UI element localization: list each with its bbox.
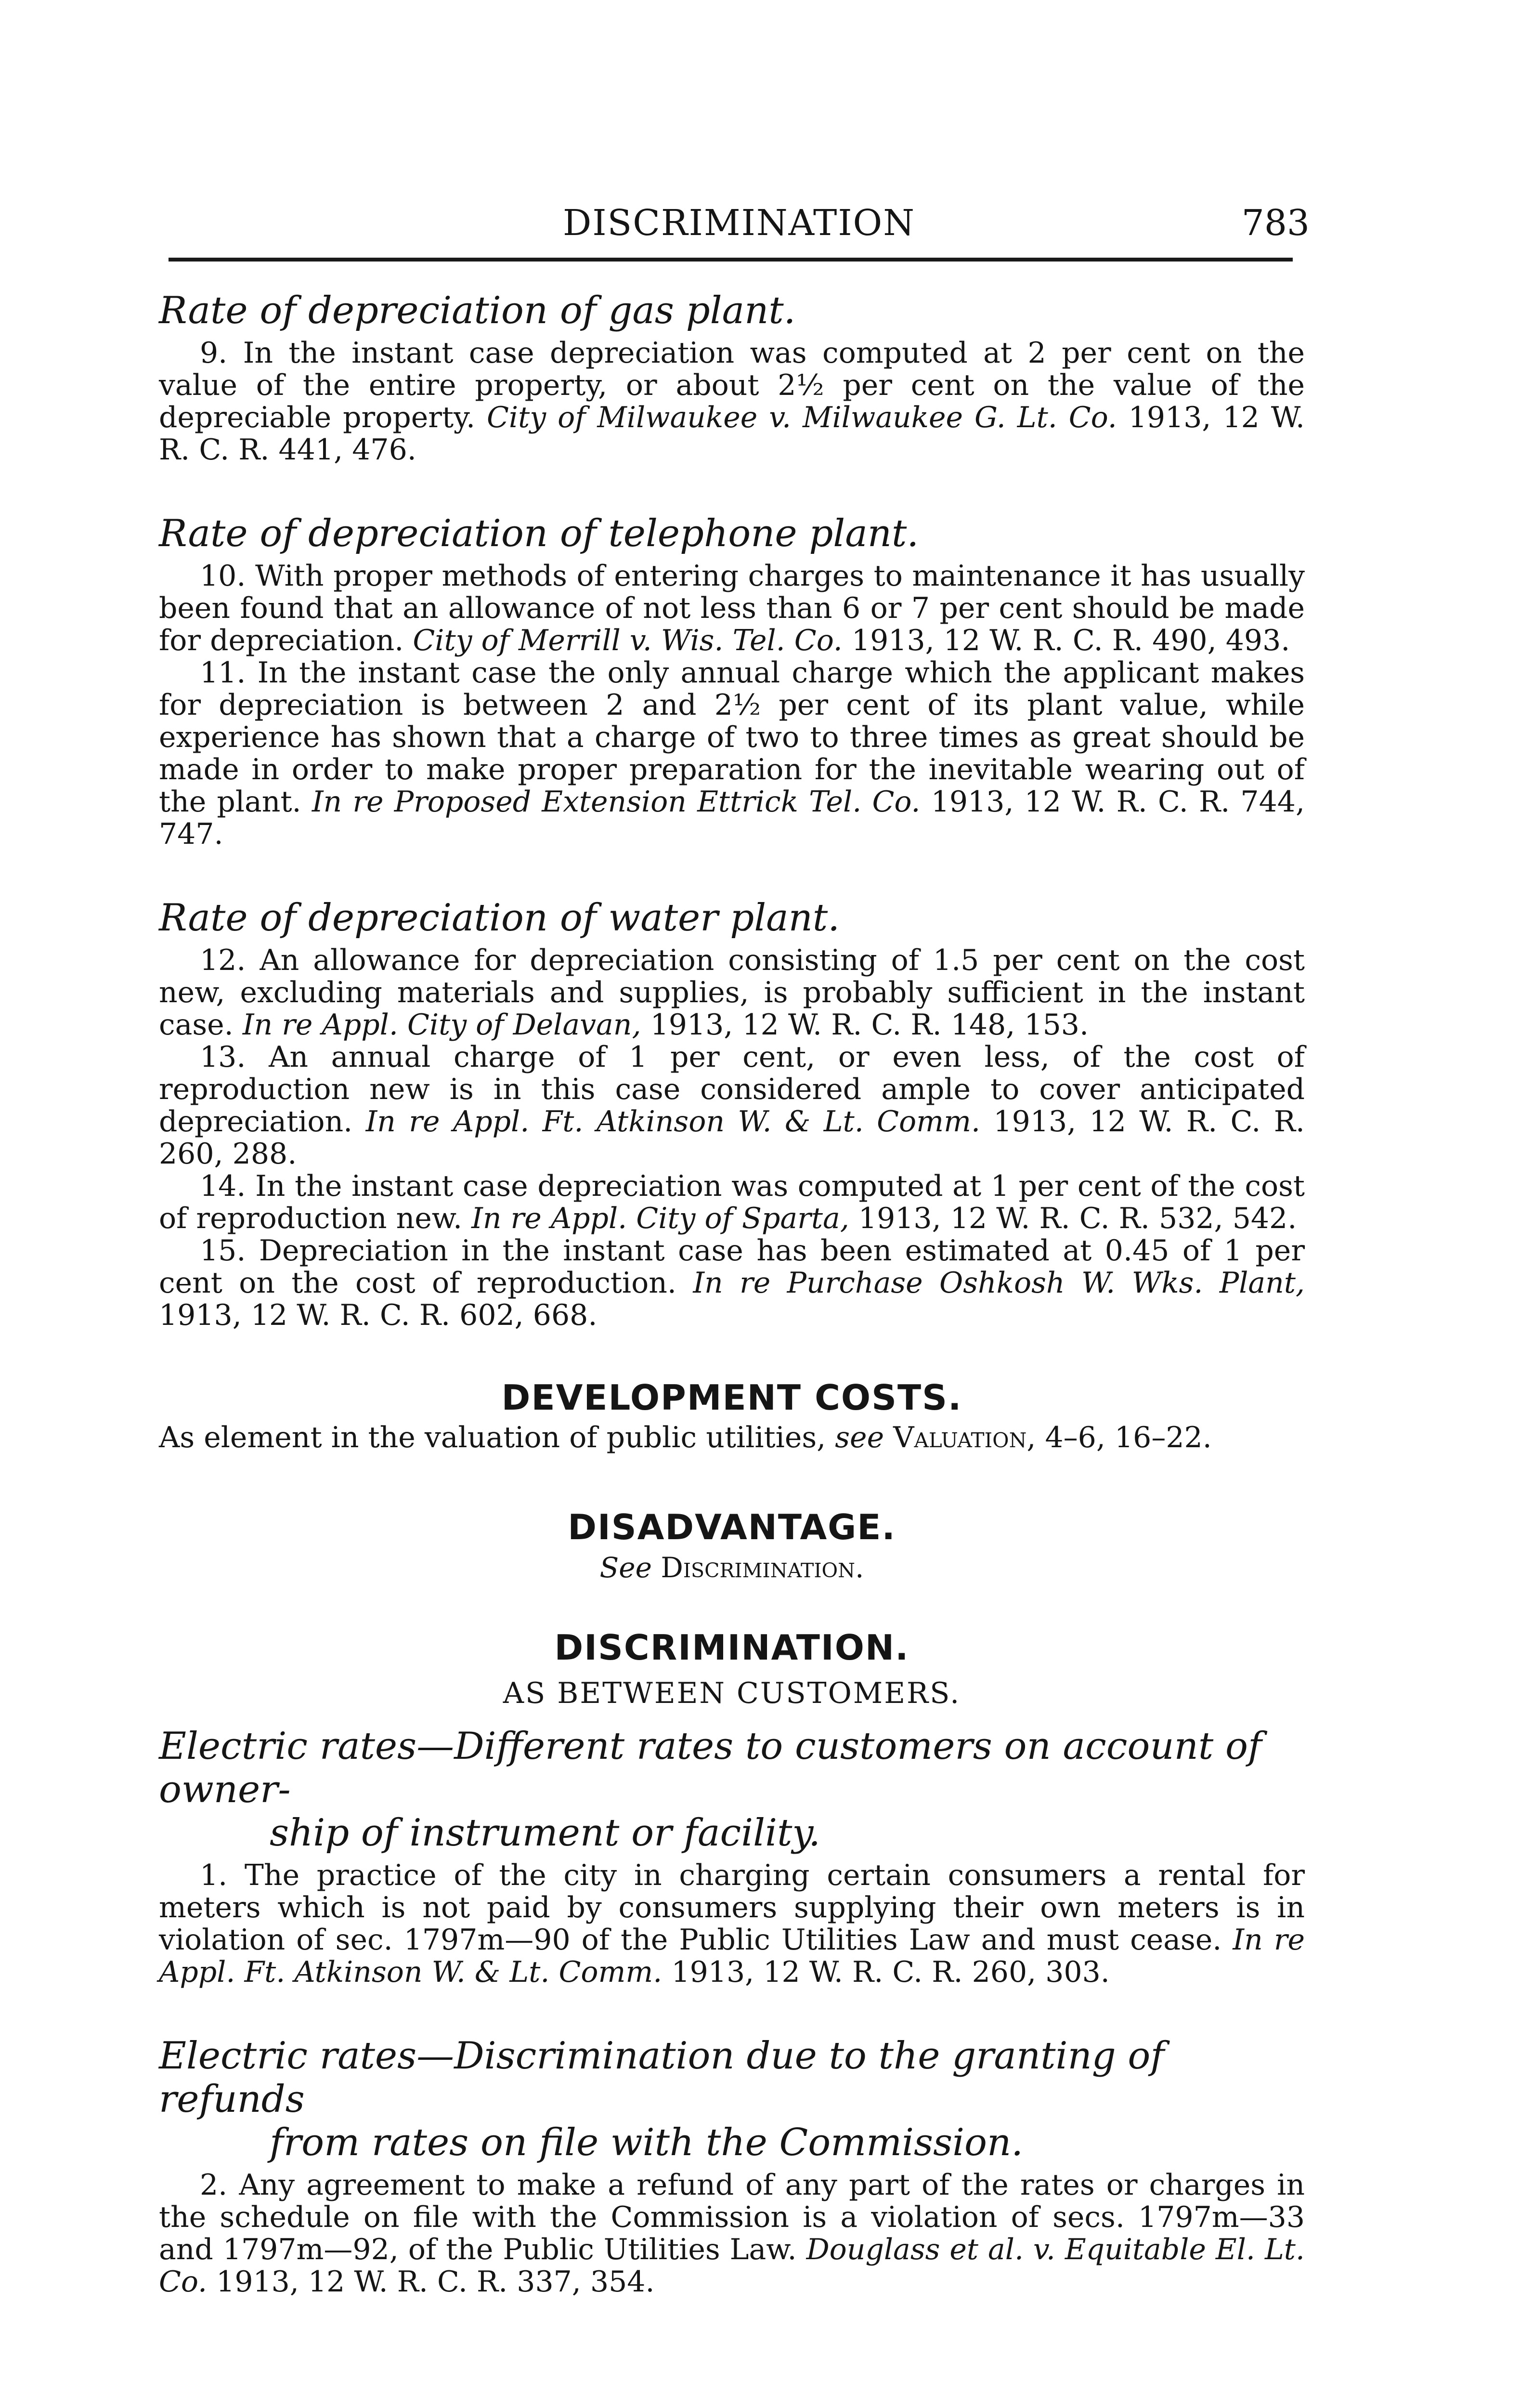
crossref-development-refs: 4–6, 16–22.	[1045, 1421, 1212, 1454]
paragraph-9	[159, 337, 1305, 466]
page-body	[159, 289, 1305, 2298]
heading-electric-refunds-line2: from rates on file with the Commission.	[270, 2121, 1024, 2164]
heading-electric-refunds	[159, 2034, 1305, 2164]
title-development-costs: DEVELOPMENT COSTS.	[501, 1377, 962, 1418]
paragraph-2-text: 2. Any agreement to make a refund of any part of the rates or charges in the schedule on file with the Commission is a violation of secs. 1797m—33 and 1797m—92, of the Public Utilities Law.	[159, 2168, 1305, 2266]
heading-gas-plant: Rate of depreciation of gas plant.	[159, 289, 796, 332]
title-discrimination: DISCRIMINATION.	[554, 1627, 909, 1668]
paragraph-14-reference: 1913, 12 W. R. C. R. 532, 542.	[858, 1202, 1297, 1235]
crossref-development-see: see	[835, 1421, 884, 1454]
paragraph-2-citation: Douglass et al. v. Equitable El. Lt. Co.	[159, 2233, 1305, 2299]
paragraph-14-citation: In re Appl. City of Sparta,	[471, 1202, 849, 1235]
paragraph-2	[159, 2169, 1305, 2298]
paragraph-13	[159, 1041, 1305, 1170]
heading-telephone-plant: Rate of depreciation of telephone plant.	[159, 512, 919, 555]
paragraph-13-reference: 1913, 12 W. R. C. R. 260, 288.	[159, 1105, 1305, 1171]
running-head	[169, 197, 1310, 260]
title-disadvantage: DISADVANTAGE.	[568, 1507, 896, 1547]
crossref-development-costs	[159, 1422, 1305, 1454]
paragraph-1-text: 1. The practice of the city in charging certain consumers a rental for meters which is not paid by consumers supplying their own meters is in violation of sec. 1797m—90 of the Public Utilities Law and must cease.	[159, 1858, 1305, 1957]
paragraph-11	[159, 657, 1305, 851]
paragraph-1-reference: 1913, 12 W. R. C. R. 260, 303.	[671, 1955, 1110, 1989]
heading-electric-ownership	[159, 1725, 1305, 1855]
crossref-development-target[interactable]: Valuation,	[893, 1421, 1036, 1454]
crossref-development-text: As element in the valuation of public utilities,	[159, 1421, 826, 1454]
crossref-disadvantage-target[interactable]: Discrimination.	[661, 1551, 864, 1584]
page-number: 783	[1241, 202, 1310, 244]
paragraph-12	[159, 944, 1305, 1041]
paragraph-14-text: 14. In the instant case depreciation was computed at 1 per cent of the cost of reproduction new.	[159, 1169, 1305, 1235]
paragraph-1	[159, 1859, 1305, 1989]
heading-water-plant: Rate of depreciation of water plant.	[159, 896, 840, 940]
paragraph-13-citation: In re Appl. Ft. Atkinson W. & Lt. Comm.	[365, 1105, 981, 1139]
heading-electric-refunds-line1: Electric rates—Discrimination due to the granting of refunds	[159, 2034, 1165, 2121]
crossref-disadvantage-see: See	[599, 1551, 652, 1584]
paragraph-10-citation: City of Merrill v. Wis. Tel. Co.	[413, 624, 843, 657]
paragraph-11-text: 11. In the instant case the only annual charge which the applicant makes for depreciation is between 2 and 2½ per cent of its plant value, while experience has shown that a charge of two to three times as great should be made in order to make proper preparation for the inevitable wearing out of the plant.	[159, 656, 1305, 819]
paragraph-15	[159, 1235, 1305, 1332]
paragraph-9-reference: 1913, 12 W. R. C. R. 441, 476.	[159, 401, 1305, 467]
paragraph-2-reference: 1913, 12 W. R. C. R. 337, 354.	[216, 2265, 655, 2299]
paragraph-12-reference: 1913, 12 W. R. C. R. 148, 153.	[650, 1008, 1089, 1042]
heading-electric-ownership-line1: Electric rates—Different rates to customers on account of owner-	[159, 1725, 1262, 1811]
paragraph-9-citation: City of Milwaukee v. Milwaukee G. Lt. Co.	[487, 401, 1117, 434]
subhead-between-customers: AS BETWEEN CUSTOMERS.	[503, 1676, 961, 1710]
paragraph-12-citation: In re Appl. City of Delavan,	[242, 1008, 641, 1042]
crossref-disadvantage	[159, 1551, 1305, 1584]
paragraph-10	[159, 560, 1305, 657]
paragraph-1-citation: In re Appl. Ft. Atkinson W. & Lt. Comm.	[159, 1923, 1305, 1989]
paragraph-11-reference: 1913, 12 W. R. C. R. 744, 747.	[159, 785, 1305, 851]
header-rule	[169, 258, 1293, 262]
paragraph-10-reference: 1913, 12 W. R. C. R. 490, 493.	[851, 624, 1290, 657]
paragraph-13-text: 13. An annual charge of 1 per cent, or even less, of the cost of reproduction new is in this case considered ample to cover anticipated depreciation.	[159, 1040, 1305, 1139]
paragraph-15-text: 15. Depreciation in the instant case has been estimated at 0.45 of 1 per cent on the cost of reproduction.	[159, 1234, 1305, 1300]
paragraph-14	[159, 1170, 1305, 1235]
paragraph-10-text: 10. With proper methods of entering charges to maintenance it has usually been found that an allowance of not less than 6 or 7 per cent should be made for depreciation.	[159, 559, 1305, 657]
paragraph-12-text: 12. An allowance for depreciation consisting of 1.5 per cent on the cost new, excluding materials and supplies, is probably sufficient in the instant case.	[159, 943, 1305, 1042]
running-title: DISCRIMINATION	[563, 202, 915, 244]
heading-electric-ownership-line2: ship of instrument or facility.	[270, 1811, 820, 1855]
paragraph-11-citation: In re Proposed Extension Ettrick Tel. Co.	[312, 785, 921, 819]
paragraph-9-text: 9. In the instant case depreciation was computed at 2 per cent on the value of the entire property, or about 2½ per cent on the value of the depreciable property.	[159, 336, 1305, 434]
paragraph-15-reference: 1913, 12 W. R. C. R. 602, 668.	[159, 1298, 598, 1332]
paragraph-15-citation: In re Purchase Oshkosh W. Wks. Plant,	[693, 1266, 1305, 1300]
